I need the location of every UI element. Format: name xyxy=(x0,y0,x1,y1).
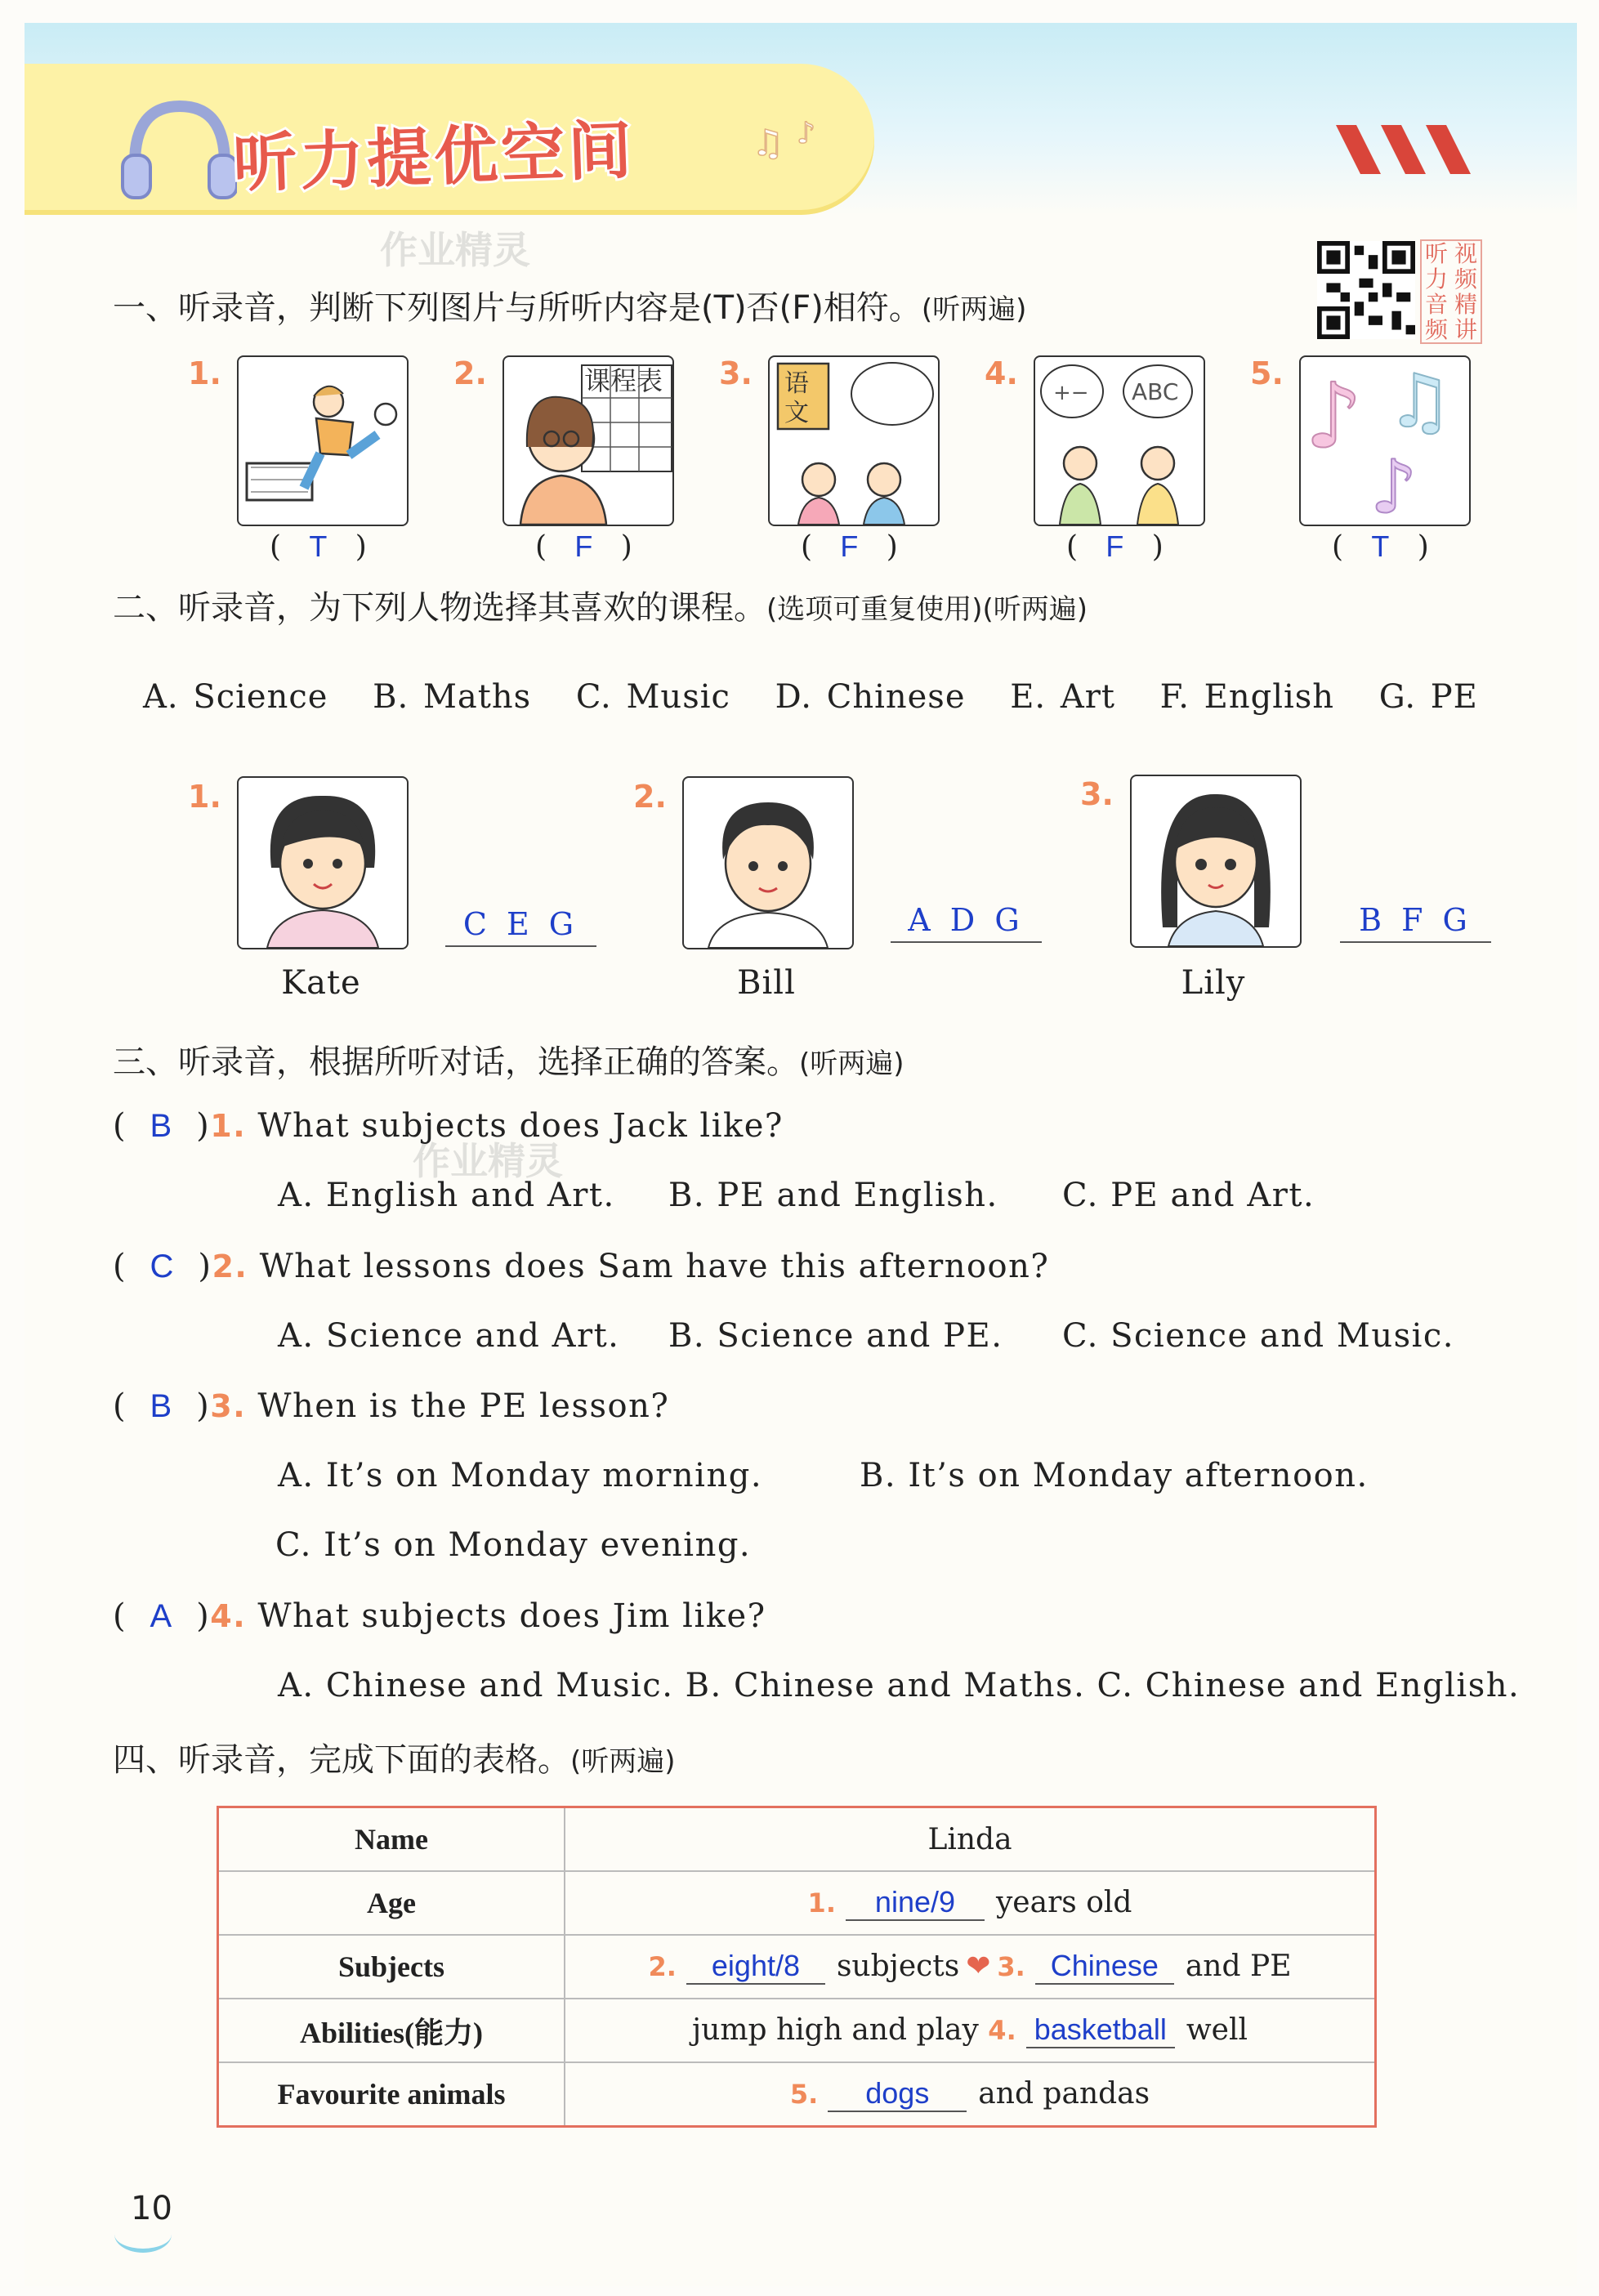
heart-icon: ❤ xyxy=(966,1950,991,1983)
answer-blank[interactable]: C E G xyxy=(445,903,596,947)
picture-boy-football xyxy=(237,355,409,526)
option: B. Science and PE. xyxy=(668,1317,1003,1355)
option: G. PE xyxy=(1378,678,1478,716)
answer-paren: ( T ) xyxy=(270,529,367,564)
table-row: Subjects 2. eight/8 subjects ❤ 3. Chinese and PE xyxy=(218,1935,1376,1999)
table-row: Favourite animals 5. dogs and pandas xyxy=(218,2062,1376,2127)
question-4: ( A )4. What subjects does Jim like? xyxy=(113,1597,766,1635)
option: A. English and Art. xyxy=(278,1177,615,1214)
person-name: Kate xyxy=(281,964,361,1002)
svg-text:♪: ♪ xyxy=(797,117,815,150)
option: F. English xyxy=(1159,678,1335,716)
portrait-lily xyxy=(1130,775,1302,948)
question-1: ( B )1. What subjects does Jack like? xyxy=(113,1107,784,1145)
person-name: Bill xyxy=(737,964,796,1002)
section2-title: 二、听录音，为下列人物选择其喜欢的课程。(选项可重复使用)(听两遍) xyxy=(113,589,1088,627)
table-row: Name Linda xyxy=(218,1807,1376,1872)
option: E. Art xyxy=(1010,678,1115,716)
svg-text:♫: ♫ xyxy=(1387,359,1453,444)
section3-title: 三、听录音，根据所听对话，选择正确的答案。(听两遍) xyxy=(113,1043,904,1081)
option: A. Science and Art. xyxy=(278,1317,620,1355)
answer-paren: ( T ) xyxy=(1332,529,1429,564)
option: B. Maths xyxy=(373,678,532,716)
question-3: ( B )3. When is the PE lesson? xyxy=(113,1387,670,1425)
qr-code[interactable] xyxy=(1317,241,1415,339)
question-2: ( C )2. What lessons does Sam have this afternoon? xyxy=(113,1248,1050,1285)
svg-text:♪: ♪ xyxy=(1370,444,1418,525)
answer-blank[interactable]: A D G xyxy=(891,899,1042,943)
answer-paren: ( F ) xyxy=(1066,529,1164,564)
header-title: 听力提优空间 xyxy=(231,114,636,202)
info-table xyxy=(217,1806,1377,2128)
item-number: 4. xyxy=(985,355,1018,391)
svg-text:+−: +− xyxy=(1053,381,1089,405)
answer-paren: ( F ) xyxy=(801,529,898,564)
option: C. It’s on Monday evening. xyxy=(275,1526,752,1564)
headphone-icon xyxy=(114,86,237,208)
section1-title: 一、听录音，判断下列图片与所听内容是(T)否(F)相符。(听两遍) xyxy=(113,289,1027,327)
watermark: 作业精灵 xyxy=(380,228,530,272)
option: C. Music xyxy=(575,678,730,716)
section4-title: 四、听录音，完成下面的表格。(听两遍) xyxy=(113,1741,676,1779)
item-number: 2. xyxy=(633,779,667,815)
svg-text:♪: ♪ xyxy=(1305,364,1363,468)
answer-blank[interactable]: B F G xyxy=(1340,899,1491,943)
page-number-decoration xyxy=(114,2216,172,2253)
item-number: 1. xyxy=(188,355,221,391)
item-number: 3. xyxy=(1080,776,1114,812)
svg-text:♫: ♫ xyxy=(752,123,784,164)
picture-music-notes xyxy=(1299,355,1471,526)
table-row: Age 1. nine/9 years old xyxy=(218,1871,1376,1935)
option: D. Chinese xyxy=(775,678,966,716)
subject-options xyxy=(143,678,1509,716)
svg-text:语: 语 xyxy=(784,369,809,398)
item-number: 2. xyxy=(453,355,487,391)
music-notes-icon xyxy=(748,110,837,168)
item-number: 1. xyxy=(188,779,221,815)
option: A. It’s on Monday morning. xyxy=(278,1457,763,1494)
item-number: 5. xyxy=(1250,355,1284,391)
page-number: 10 xyxy=(131,2190,172,2227)
option: C. PE and Art. xyxy=(1062,1177,1315,1214)
option: C. Science and Music. xyxy=(1062,1317,1455,1355)
question-4-options: A. Chinese and Music. B. Chinese and Maths. C. Chinese and English. xyxy=(278,1667,1521,1704)
svg-text:文: 文 xyxy=(784,399,809,427)
watermark: 作业精灵 xyxy=(413,1139,563,1183)
decorative-slashes xyxy=(1332,121,1479,178)
option: A. Science xyxy=(143,678,328,716)
portrait-kate xyxy=(237,776,409,949)
picture-kids-chinese-book xyxy=(768,355,940,526)
item-number: 3. xyxy=(719,355,753,391)
person-name: Lily xyxy=(1181,964,1246,1002)
picture-kids-math-abc xyxy=(1034,355,1205,526)
table-row: Abilities(能力) jump high and play 4. basketball well xyxy=(218,1999,1376,2062)
option: B. It’s on Monday afternoon. xyxy=(860,1457,1369,1494)
option: B. PE and English. xyxy=(668,1177,998,1214)
picture-teacher-timetable xyxy=(502,355,674,526)
svg-text:ABC: ABC xyxy=(1132,378,1179,405)
portrait-bill xyxy=(682,776,854,949)
answer-paren: ( F ) xyxy=(535,529,632,564)
qr-video-label: 听 视 力 频 音 精 频 讲 xyxy=(1420,239,1482,344)
svg-text:课程表: 课程表 xyxy=(584,365,663,396)
